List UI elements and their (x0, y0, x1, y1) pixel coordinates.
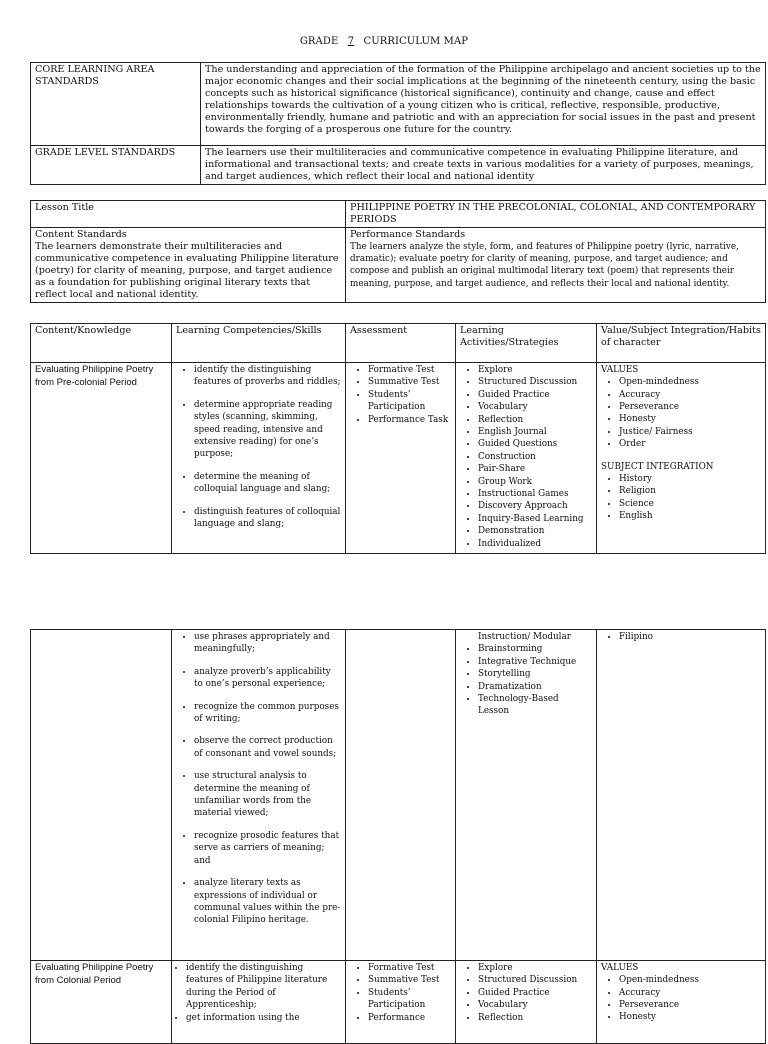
list-item: • determine appropriate reading styles (scanning, skimming, speed reading, intensive and extensive reading) for one’s purpose; (194, 399, 341, 461)
list-item: • Formative Test (368, 364, 451, 376)
list-item: • Formative Test (368, 962, 451, 974)
list-item: • Performance Task (368, 414, 451, 426)
performance-standards-label: Performance Standards (350, 229, 466, 240)
list-item: • Reflection (478, 1012, 592, 1024)
list-item: • Pair-Share (478, 463, 592, 475)
list-item: • distinguish features of colloquial language and slang; (194, 506, 341, 531)
list-item: • identify the distinguishing features of Philippine literature during the Period of Apprenticeship; (186, 962, 341, 1012)
lesson-standards-row (31, 228, 766, 303)
list-item: • Storytelling (478, 668, 592, 680)
list-item: • Accuracy (619, 987, 761, 999)
list-item: • Justice/ Fairness (619, 426, 761, 438)
list-item: • Structured Discussion (478, 376, 592, 388)
list-item: • Perseverance (619, 999, 761, 1011)
page-title (0, 36, 768, 47)
list-item: • Guided Practice (478, 389, 592, 401)
list-item: • Demonstration (478, 525, 592, 537)
list-item: • Filipino (619, 631, 761, 643)
activities-list (460, 643, 592, 717)
grade-standards-text: The learners use their multiliteracies and communicative competence in evaluating Philippine literature, and informational and transactional texts; and create texts in various modalities for a variety of purposes, meanings, and target audiences, which reflect their local and national identity (201, 146, 766, 185)
lesson-title-value: PHILIPPINE POETRY IN THE PRECOLONIAL, COLONIAL, AND CONTEMPORARY PERIODS (346, 201, 766, 228)
list-item: • Vocabulary (478, 999, 592, 1011)
curriculum-map-colonial (30, 960, 766, 1044)
header-content: Content/Knowledge (31, 324, 172, 363)
list-item: • History (619, 473, 761, 485)
list-item: • recognize the common purposes of writing; (194, 701, 341, 726)
core-standards-text: The understanding and appreciation of the formation of the Philippine archipelago and ancient societies up to the major economic changes and their social implications at the beginning of the nineteenth century, using the basic concepts such as historical significance (historical significance), continuity and change, cause and effect relationships towards the cultivation of a young citizen who is critical, reflective, responsible, productive, environmentally friendly, humane and patriotic and with an appreciation for social issues in the past and present towards the forging of a prosperous one future for the country. (201, 63, 766, 146)
content-standards-text: The learners demonstrate their multiliteracies and communicative competence in evaluating Philippine literature (poetry) for clarity of meaning, purpose, and target audience as a foundation for publishing original literary texts that reflect local and national identity. (35, 241, 339, 300)
header-assessment: Assessment (346, 324, 456, 363)
activities-continued: Instruction/ Modular (478, 632, 571, 642)
competencies-list (176, 631, 341, 927)
header-activities: Learning Activities/Strategies (456, 324, 597, 363)
list-item: • Science (619, 498, 761, 510)
subject-integration-label: SUBJECT INTEGRATION (601, 461, 714, 472)
list-item: • Explore (478, 962, 592, 974)
title-grade: 7 (347, 36, 355, 47)
list-item: • Discovery Approach (478, 500, 592, 512)
integration-list (601, 473, 761, 523)
list-item: • get information using the (186, 1012, 341, 1024)
content-precolonial: Evaluating Philippine Poetry from Pre-colonial Period (31, 363, 172, 554)
list-item: • recognize prosodic features that serve as carriers of meaning; and (194, 830, 341, 867)
list-item: • Religion (619, 485, 761, 497)
list-item: • Brainstorming (478, 643, 592, 655)
assessment-list (350, 364, 451, 426)
content-colonial: Evaluating Philippine Poetry from Colonial Period (31, 961, 172, 1044)
assessment-empty (346, 630, 456, 961)
list-item: • Summative Test (368, 376, 451, 388)
values-list (601, 376, 761, 450)
curriculum-map-continuation (30, 629, 766, 961)
list-item: • Vocabulary (478, 401, 592, 413)
list-item: • observe the correct production of consonant and vowel sounds; (194, 735, 341, 760)
list-item: • use phrases appropriately and meaningfully; (194, 631, 341, 656)
map-row-precolonial (31, 363, 766, 554)
list-item: • Technology-Based Lesson (478, 693, 592, 718)
list-item: • Individualized (478, 538, 592, 550)
list-item: • Perseverance (619, 401, 761, 413)
values-list (601, 974, 761, 1024)
list-item: • Performance (368, 1012, 451, 1024)
map-row-colonial (31, 961, 766, 1044)
list-item: • Structured Discussion (478, 974, 592, 986)
list-item: • Students’ Participation (368, 389, 451, 414)
core-standards-label: CORE LEARNING AREA STANDARDS (31, 63, 201, 146)
map-header-row (31, 324, 766, 363)
list-item: • determine the meaning of colloquial language and slang; (194, 471, 341, 496)
list-item: • Honesty (619, 413, 761, 425)
list-item: • Explore (478, 364, 592, 376)
list-item: • Accuracy (619, 389, 761, 401)
grade-standards-label: GRADE LEVEL STANDARDS (31, 146, 201, 185)
values-label: VALUES (601, 365, 639, 375)
title-prefix: GRADE (299, 36, 339, 47)
header-values: Value/Subject Integration/Habits of character (597, 324, 766, 363)
list-item: • Instructional Games (478, 488, 592, 500)
assessment-list (350, 962, 451, 1024)
list-item: • Order (619, 438, 761, 450)
lesson-title-label: Lesson Title (31, 201, 346, 228)
integration-list (601, 631, 761, 643)
list-item: • English Journal (478, 426, 592, 438)
lesson-table (30, 200, 766, 303)
list-item: • Open-mindedness (619, 974, 761, 986)
list-item: • English (619, 510, 761, 522)
list-item: • Dramatization (478, 681, 592, 693)
list-item: • Group Work (478, 476, 592, 488)
core-standards-row (31, 63, 766, 146)
list-item: • Inquiry-Based Learning (478, 513, 592, 525)
lesson-title-row (31, 201, 766, 228)
list-item: • Guided Practice (478, 987, 592, 999)
content-empty (31, 630, 172, 961)
activities-list (460, 364, 592, 550)
values-label: VALUES (601, 963, 639, 973)
list-item: • Integrative Technique (478, 656, 592, 668)
list-item: • Honesty (619, 1011, 761, 1023)
competencies-list (176, 962, 341, 1024)
list-item: • Open-mindedness (619, 376, 761, 388)
title-suffix: CURRICULUM MAP (363, 36, 469, 47)
content-standards-label: Content Standards (35, 229, 127, 240)
grade-standards-row (31, 146, 766, 185)
list-item: • identify the distinguishing features of proverbs and riddles; (194, 364, 341, 389)
list-item: • Reflection (478, 414, 592, 426)
standards-table (30, 62, 766, 185)
list-item: • Construction (478, 451, 592, 463)
header-competencies: Learning Competencies/Skills (172, 324, 346, 363)
list-item: • analyze literary texts as expressions of individual or communal values within the pre-colonial Filipino heritage. (194, 877, 341, 927)
map-row-precolonial-cont (31, 630, 766, 961)
competencies-list (176, 364, 341, 530)
list-item: • Summative Test (368, 974, 451, 986)
list-item: • analyze proverb’s applicability to one’s personal experience; (194, 666, 341, 691)
list-item: • use structural analysis to determine the meaning of unfamiliar words from the material viewed; (194, 770, 341, 820)
list-item: • Students’ Participation (368, 987, 451, 1012)
curriculum-map-table (30, 323, 766, 554)
activities-list (460, 962, 592, 1024)
performance-standards-text: The learners analyze the style, form, and features of Philippine poetry (lyric, narrative, dramatic); evaluate poetry for clarity of meaning, purpose, and target audience; and compose and publish an original multimodal literary text (poem) that represents their meaning, purpose, and target audience, and reflects their local and national identity. (350, 242, 739, 289)
list-item: • Guided Questions (478, 438, 592, 450)
